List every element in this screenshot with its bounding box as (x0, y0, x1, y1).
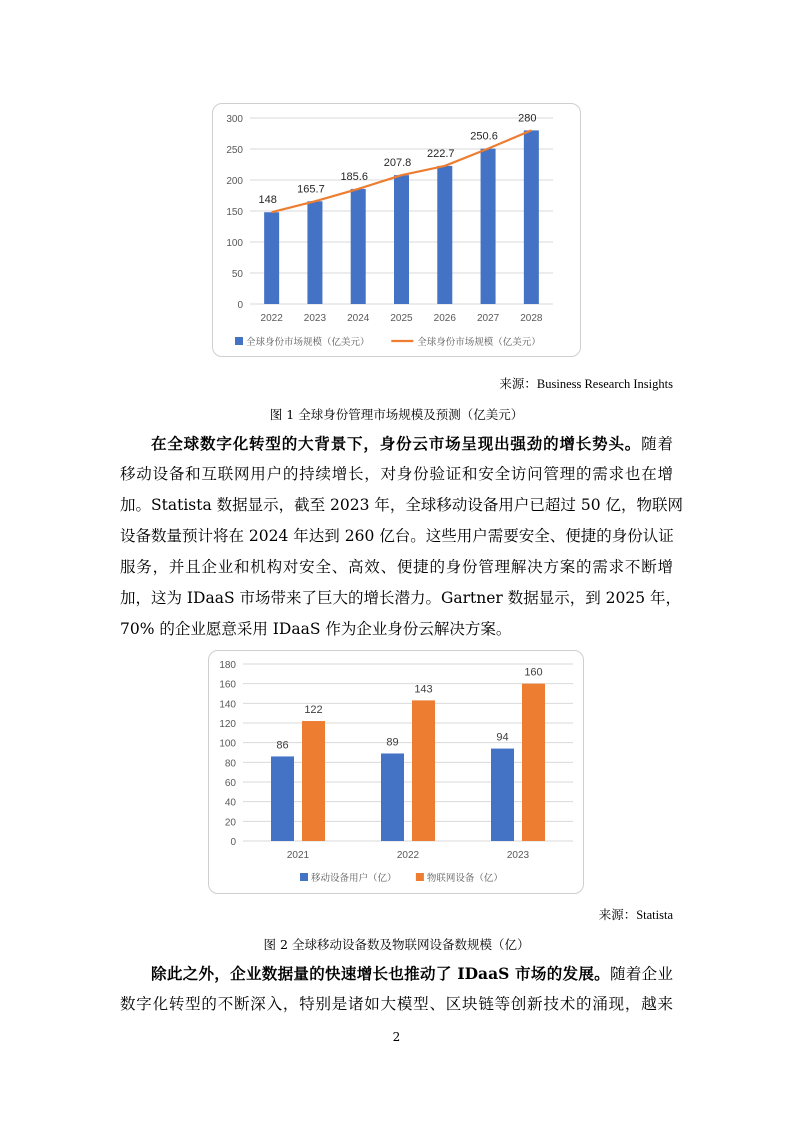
data-label: 160 (524, 666, 543, 679)
x-tick-label: 2026 (433, 313, 456, 324)
x-tick-label: 2023 (506, 850, 530, 861)
y-tick-label: 100 (219, 738, 236, 750)
legend-label: 移动设备用户（亿） (311, 873, 397, 884)
x-tick-label: 2024 (347, 313, 370, 324)
y-tick-label: 20 (224, 817, 236, 829)
bar (437, 166, 452, 304)
data-label: 148 (258, 194, 277, 207)
legend-label: 全球身份市场规模（亿美元） (417, 337, 541, 348)
y-tick-label: 0 (237, 300, 243, 311)
paragraph-1 (120, 428, 684, 645)
y-tick-label: 50 (231, 269, 243, 280)
data-label: 207.8 (383, 157, 412, 170)
bar (264, 212, 279, 304)
y-tick-label: 100 (226, 238, 243, 249)
bar (522, 684, 545, 841)
data-label: 143 (414, 683, 433, 696)
y-tick-label: 80 (224, 758, 236, 770)
paragraph-2-line-1 (120, 958, 673, 989)
x-tick-label: 2021 (286, 850, 310, 861)
paragraph-1-lead: 在全球数字化转型的大背景下，身份云市场呈现出强劲的增长势头。 (151, 434, 642, 453)
paragraph-2 (120, 958, 673, 1020)
y-tick-label: 180 (219, 660, 236, 671)
x-tick-label: 2025 (390, 313, 413, 324)
figure-1-source: 来源：Business Research Insights (499, 377, 673, 391)
y-tick-label: 40 (224, 797, 236, 809)
paragraph-1-line-2: 移动设备和互联网用户的持续增长，对身份验证和安全访问管理的需求也在增 (120, 465, 673, 483)
bar (302, 721, 325, 841)
bar (271, 756, 294, 841)
data-label: 165.7 (297, 183, 325, 196)
page-number: 2 (392, 1030, 401, 1044)
data-label: 250.6 (470, 130, 498, 143)
bar (381, 753, 404, 841)
bar (307, 201, 322, 304)
y-tick-label: 0 (230, 837, 236, 848)
legend-swatch (235, 337, 243, 345)
data-label: 122 (304, 704, 323, 717)
y-tick-label: 150 (226, 207, 243, 218)
x-tick-label: 2022 (396, 850, 420, 861)
paragraph-1-line-5: 服务，并且企业和机构对安全、高效、便捷的身份管理解决方案的需求不断增 (120, 558, 673, 576)
figure-2-svg (209, 651, 585, 895)
y-tick-label: 140 (219, 699, 236, 711)
y-tick-label: 300 (226, 114, 243, 125)
paragraph-1-line-3: 加。Statista 数据显示，截至 2023 年，全球移动设备用户已超过 50 亿，物联网 (120, 496, 684, 514)
bar (394, 175, 409, 304)
y-tick-label: 250 (226, 145, 243, 156)
paragraph-1-line-7: 70% 的企业愿意采用 IDaaS 作为企业身份云解决方案。 (120, 620, 512, 638)
figure-2-source: 来源：Statista (598, 908, 673, 922)
paragraph-1-line-6: 加，这为 IDaaS 市场带来了巨大的增长潜力。Gartner 数据显示，到 2025 年， (120, 589, 682, 607)
x-tick-label: 2023 (303, 313, 327, 324)
legend-swatch (416, 873, 424, 881)
x-tick-label: 2022 (260, 313, 283, 324)
paragraph-1-line-4: 设备数量预计将在 2024 年达到 260 亿台。这些用户需要安全、便捷的身份认证 (120, 527, 674, 545)
y-tick-label: 160 (219, 679, 236, 691)
data-label: 86 (276, 739, 289, 752)
data-label: 89 (386, 736, 399, 749)
paragraph-2-lead: 除此之外，企业数据量的快速增长也推动了 IDaaS 市场的发展。 (151, 964, 610, 983)
figure-1-chart (212, 103, 581, 357)
bar (351, 189, 366, 304)
paragraph-1-line-1-rest: 随着 (641, 435, 673, 453)
data-label: 222.7 (427, 147, 455, 160)
paragraph-2-line-1-rest: 随着企业 (610, 965, 673, 983)
bar (491, 749, 514, 841)
paragraph-1-line-1 (120, 428, 673, 459)
paragraph-2-line-2: 数字化转型的不断深入，特别是诸如大模型、区块链等创新技术的涌现，越来 (120, 995, 673, 1013)
legend-label: 全球身份市场规模（亿美元） (246, 337, 370, 348)
figure-2-chart (208, 650, 584, 894)
figure-1-caption: 图 1 全球身份管理市场规模及预测（亿美元） (269, 407, 524, 422)
x-tick-label: 2027 (476, 313, 500, 324)
legend-swatch (300, 873, 308, 881)
bar (524, 130, 539, 304)
data-label: 94 (496, 731, 509, 744)
y-tick-label: 200 (226, 176, 243, 187)
x-tick-label: 2028 (520, 313, 543, 324)
bar (412, 700, 435, 841)
data-label: 185.6 (340, 170, 368, 183)
y-tick-label: 60 (224, 778, 236, 789)
y-tick-label: 120 (219, 719, 236, 730)
figure-2-caption: 图 2 全球移动设备数及物联网设备数规模（亿） (263, 937, 530, 952)
data-label: 280 (518, 112, 537, 125)
figure-1-svg (213, 104, 582, 358)
bar (481, 149, 496, 304)
legend-label: 物联网设备（亿） (426, 873, 503, 884)
